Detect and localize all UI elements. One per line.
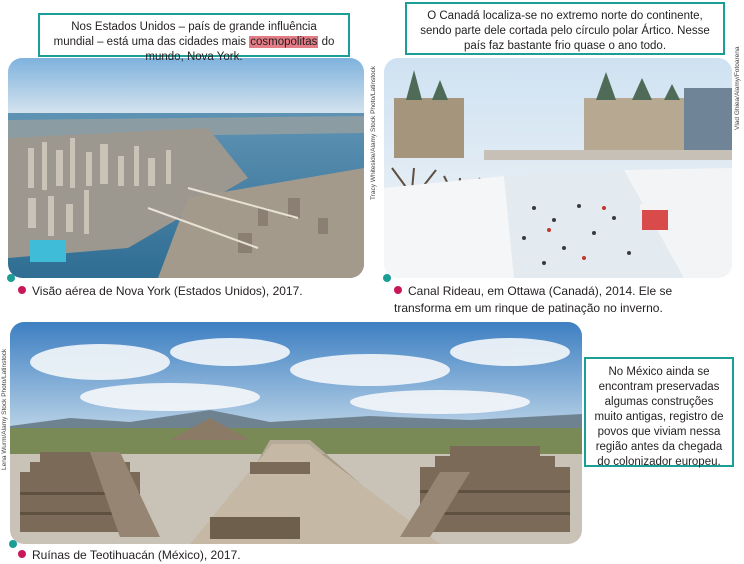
highlighted-word-cosmopolitas: cosmopolitas bbox=[250, 36, 318, 48]
bullet-icon bbox=[18, 286, 26, 294]
callout-canada-text: O Canadá localiza-se no extremo norte do continente, sendo parte dele cortada pelo círculo polar Ártico. Nesse país faz bastante frio quase o ano todo. bbox=[420, 10, 710, 52]
bullet-icon bbox=[394, 286, 402, 294]
callout-ny-text-after: do mundo, Nova York. bbox=[145, 36, 335, 63]
caption-ny-text: Visão aérea de Nova York (Estados Unidos), 2017. bbox=[32, 284, 303, 298]
ottawa-canal-photo bbox=[384, 58, 732, 278]
corner-dot-mexico bbox=[9, 540, 17, 548]
callout-new-york bbox=[38, 13, 350, 63]
caption-mexico-text: Ruínas de Teotihuacán (México), 2017. bbox=[32, 548, 241, 562]
photo-credit-mexico: Lena Wurm/Alamy Stock Photo/Latinstock bbox=[1, 348, 8, 470]
new-york-photo bbox=[8, 58, 364, 278]
bullet-icon bbox=[18, 550, 26, 558]
caption-mexico bbox=[18, 547, 418, 564]
teotihuacan-photo bbox=[10, 322, 582, 544]
callout-mexico bbox=[584, 357, 734, 467]
caption-new-york bbox=[18, 283, 368, 300]
photo-credit-ny: Tracy Whiteside/Alamy Stock Photo/Latinstock bbox=[370, 65, 377, 200]
photo-credit-canada: Vlad Ghiea/Alamy/Fotoarena bbox=[734, 46, 741, 130]
callout-ny-text-before: Nos Estados Unidos – país de grande influência mundial – está uma das cidades mais bbox=[53, 21, 317, 48]
caption-canada-text: Canal Rideau, em Ottawa (Canadá), 2014. Ele se transforma em um rinque de patinação no inverno. bbox=[394, 284, 673, 315]
corner-dot-ny bbox=[7, 274, 15, 282]
callout-mexico-text: No México ainda se encontram preservadas algumas construções muito antigas, registro de povos que viviam nessa região antes da chegada do colonizador europeu. bbox=[594, 366, 724, 468]
corner-dot-canada bbox=[383, 274, 391, 282]
callout-canada bbox=[405, 2, 725, 55]
caption-canada bbox=[394, 283, 700, 317]
